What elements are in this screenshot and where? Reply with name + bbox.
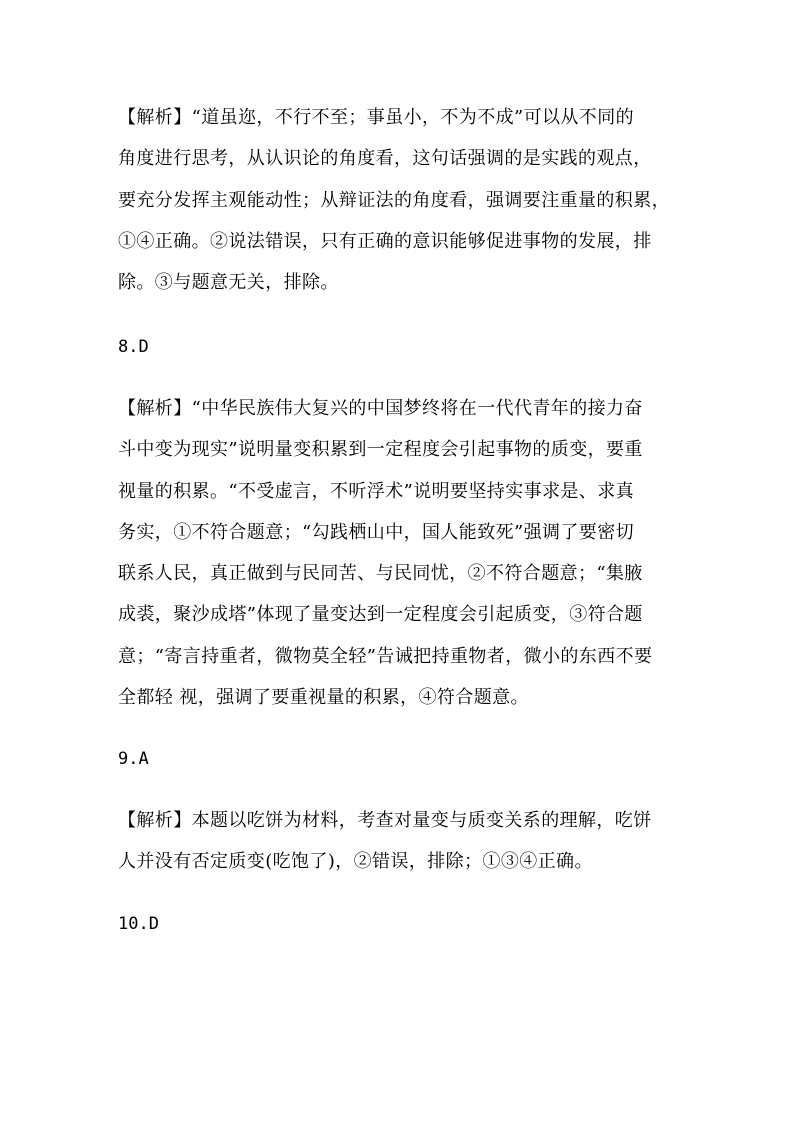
- analysis-line: 成裘，聚沙成塔”体现了量变达到一定程度会引起质变，③符合题: [118, 604, 643, 625]
- analysis-line: 视量的积累。“不受虚言，不听浮术”说明要坚持实事求是、求真: [118, 481, 635, 502]
- analysis-line: 意；“寄言持重者，微物莫全轻”告诫把持重物者，微小的东西不要: [118, 646, 653, 667]
- analysis-line: 除。③与题意无关，排除。: [118, 272, 339, 293]
- analysis-line: 【解析】“中华民族伟大复兴的中国梦终将在一代代青年的接力奋: [118, 398, 643, 419]
- analysis-line: 角度进行思考，从认识论的角度看，这句话强调的是实践的观点，: [118, 148, 652, 169]
- analysis-line: 【解析】“道虽迩，不行不至；事虽小，不为不成”可以从不同的: [118, 107, 635, 128]
- analysis-line: 联系人民，真正做到与民同苦、与民同忧，②不符合题意；“集腋: [118, 563, 643, 584]
- analysis-line: 人并没有否定质变(吃饱了)，②错误，排除；①③④正确。: [118, 851, 593, 872]
- answer-label: 8.D: [118, 337, 149, 357]
- analysis-line: 全都轻 视，强调了要重视量的积累，④符合题意。: [118, 687, 529, 708]
- analysis-line: ①④正确。②说法错误，只有正确的意识能够促进事物的发展，排: [118, 231, 652, 252]
- analysis-line: 斗中变为现实”说明量变积累到一定程度会引起事物的质变，要重: [118, 439, 643, 460]
- analysis-line: 【解析】本题以吃饼为材料，考查对量变与质变关系的理解，吃饼: [118, 810, 652, 831]
- analysis-line: 要充分发挥主观能动性；从辩证法的角度看，强调要注重量的积累，: [118, 190, 670, 211]
- answer-label: 10.D: [118, 914, 159, 934]
- answer-label: 9.A: [118, 749, 149, 769]
- analysis-line: 务实，①不符合题意；“勾践栖山中，国人能致死”强调了要密切: [118, 522, 635, 543]
